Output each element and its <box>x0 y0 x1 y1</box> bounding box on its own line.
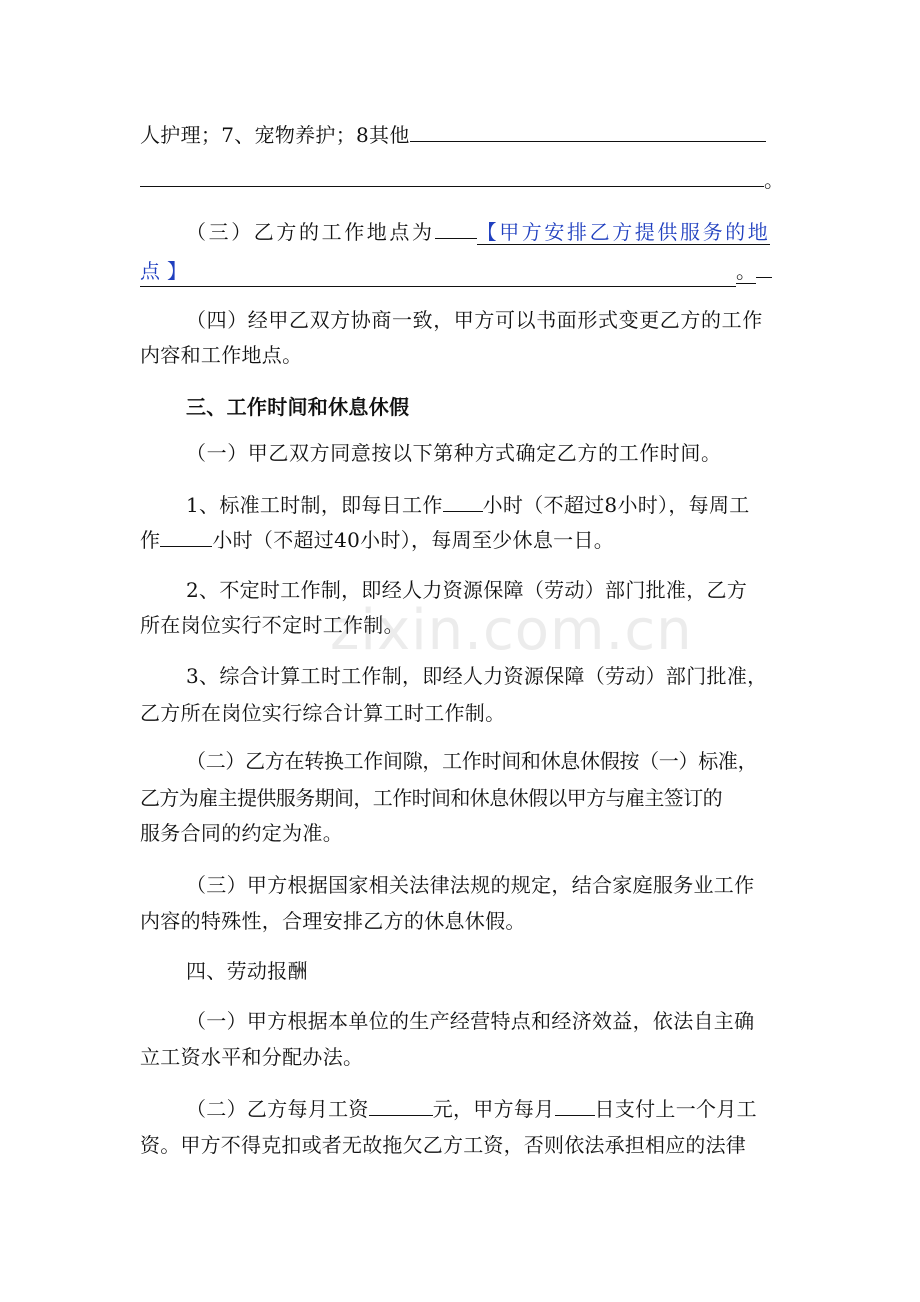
salary-label: （二）乙方每月工资 <box>186 1097 369 1121</box>
text: 作 <box>140 528 161 552</box>
paragraph-line: 立工资水平和分配办法。 <box>140 1045 364 1069</box>
paragraph-line <box>140 256 785 286</box>
paragraph-line: 内容的特殊性，合理安排乙方的休息休假。 <box>140 909 526 933</box>
paragraph-line: （四）经甲乙双方协商一致，甲方可以书面形式变更乙方的工作 <box>186 308 763 332</box>
paragraph-line: 资。甲方不得克扣或者无故拖欠乙方工资，否则依法承担相应的法律 <box>140 1133 746 1157</box>
daily-hours-blank <box>443 489 483 512</box>
paragraph-line <box>140 164 785 194</box>
workplace-link-continued[interactable]: 点 】 <box>140 259 188 283</box>
period: 。 <box>764 168 785 192</box>
daily-hours-label: 1、标准工时制，即每日工作 <box>186 493 443 517</box>
pay-day-blank <box>555 1093 595 1116</box>
paragraph-line: （一）甲乙双方同意按以下第种方式确定乙方的工作时间。 <box>186 441 722 465</box>
watermark: zixin.com.cn <box>330 598 693 663</box>
paragraph-line: 所在岗位实行不定时工作制。 <box>140 613 404 637</box>
paragraph-line <box>140 524 785 554</box>
paragraph-line: （一）甲方根据本单位的生产经营特点和经济效益，依法自主确 <box>186 1009 755 1033</box>
paragraph-line <box>140 119 785 149</box>
other-items-blank-continued <box>140 164 764 187</box>
workplace-label: （三）乙方的工作地点为 <box>186 220 435 244</box>
section-heading: 三、工作时间和休息休假 <box>186 395 410 419</box>
paragraph-line: 服务合同的约定为准。 <box>140 821 343 845</box>
paragraph-line: 乙方为雇主提供服务期间，工作时间和休息休假以甲方与雇主签订的 <box>140 786 722 810</box>
text: 日支付上一个月工 <box>594 1097 757 1121</box>
section-heading: 四、劳动报酬 <box>186 959 308 983</box>
workplace-link[interactable]: 【甲方安排乙方提供服务的地 <box>476 220 771 244</box>
paragraph-line: 3、综合计算工时工作制，即经人力资源保障（劳动）部门批准， <box>186 664 768 688</box>
other-items-blank <box>410 119 766 142</box>
paragraph-line <box>186 217 786 247</box>
paragraph-line: （三）甲方根据国家相关法律法规的规定，结合家庭服务业工作 <box>186 873 755 897</box>
workplace-blank <box>435 220 477 239</box>
weekly-hours-label: 小时（不超过8小时），每周工 <box>482 493 750 517</box>
paragraph-line <box>186 1093 786 1123</box>
service-items-text: 人护理；7、宠物养护；8其他 <box>140 123 410 147</box>
paragraph-line: （二）乙方在转换工作间隙，工作时间和休息休假按（一）标准， <box>186 749 758 773</box>
paragraph-line: 2、不定时工作制，即经人力资源保障（劳动）部门批准，乙方 <box>186 578 748 602</box>
paragraph-line <box>186 489 786 519</box>
salary-amount-blank <box>369 1093 433 1116</box>
pay-day-label: 元，甲方每月 <box>432 1097 555 1121</box>
weekly-hours-blank <box>160 524 212 547</box>
paragraph-line: 乙方所在岗位实行综合计算工时工作制。 <box>140 701 506 725</box>
paragraph-line: 内容和工作地点。 <box>140 343 303 367</box>
text: 小时（不超过40小时），每周至少休息一日。 <box>212 528 615 552</box>
period: 。 <box>736 259 757 283</box>
